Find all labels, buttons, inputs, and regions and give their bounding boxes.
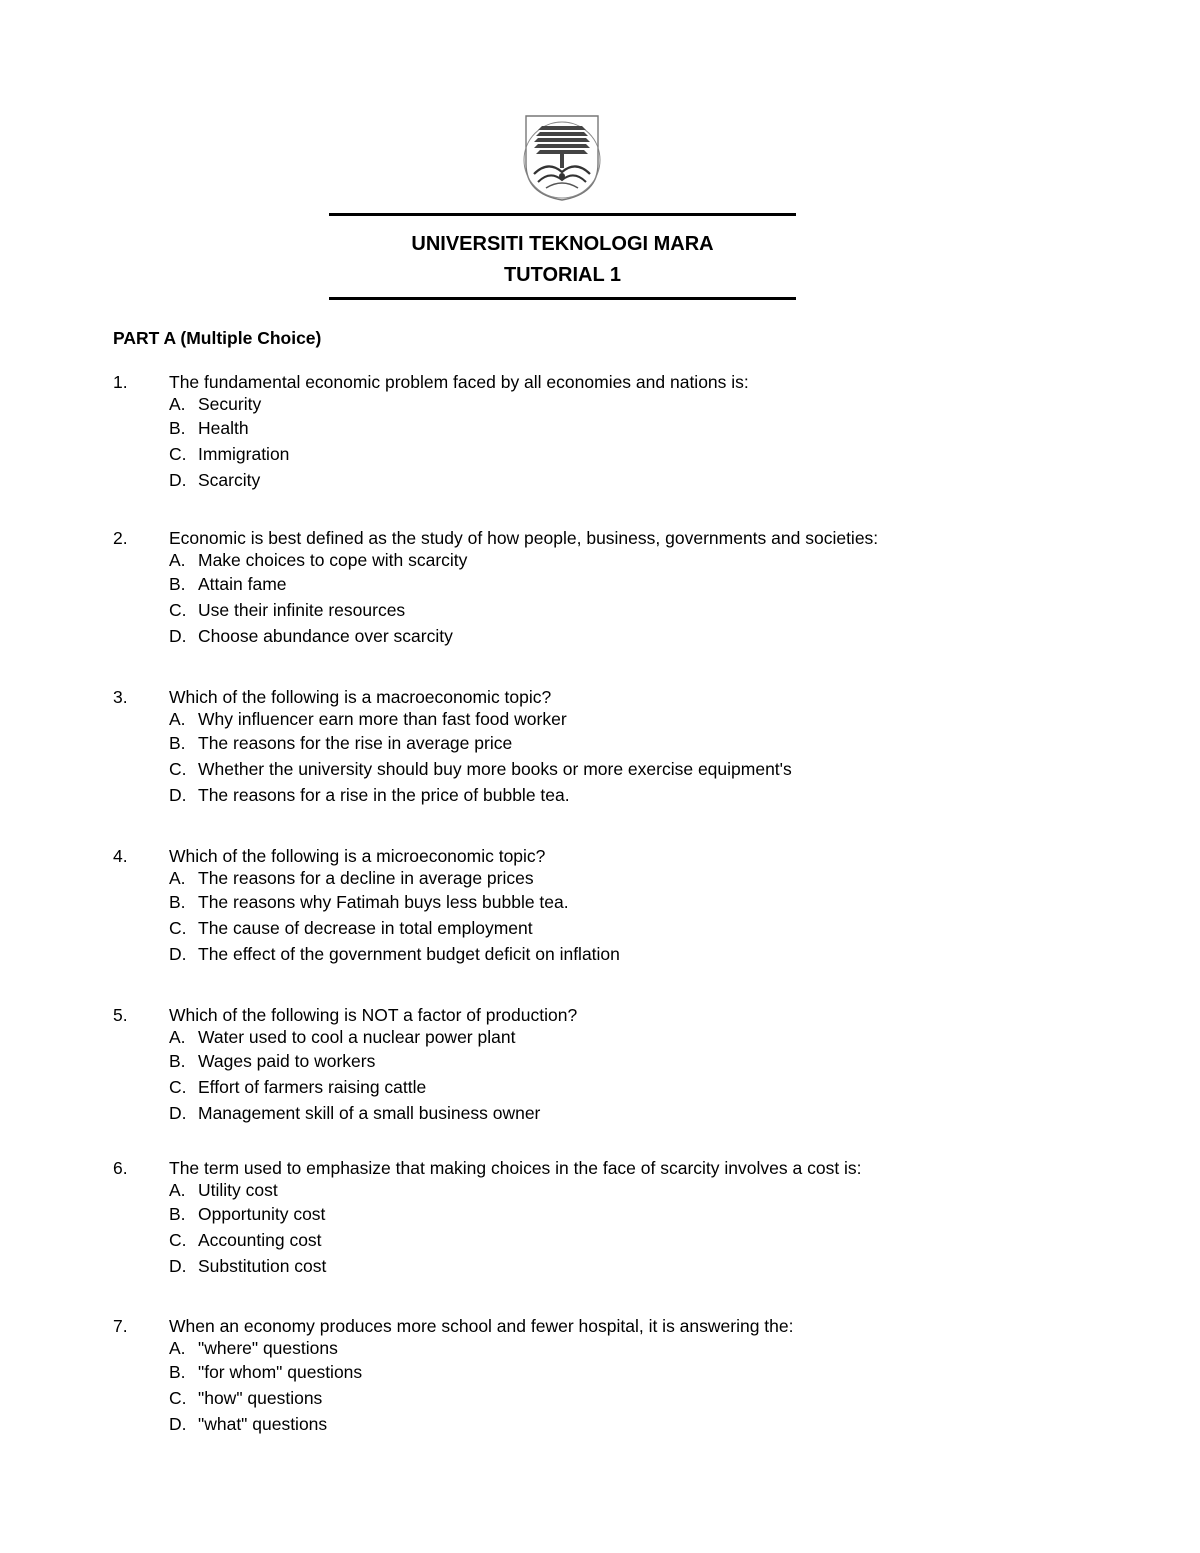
answer-option xyxy=(169,1050,375,1072)
option-letter: B. xyxy=(169,892,186,912)
question-number: 4. xyxy=(113,846,128,866)
option-text: Management skill of a small business owner xyxy=(198,1103,541,1123)
option-text: Make choices to cope with scarcity xyxy=(198,550,468,570)
option-text: Accounting cost xyxy=(198,1230,322,1250)
answer-option xyxy=(169,573,287,595)
option-text: The effect of the government budget deficit on inflation xyxy=(198,944,620,964)
option-letter: B. xyxy=(169,574,186,594)
option-letter: D. xyxy=(169,470,187,490)
option-letter: A. xyxy=(169,550,186,570)
question-text: The term used to emphasize that making choices in the face of scarcity involves a cost is: xyxy=(169,1158,862,1178)
option-letter: B. xyxy=(169,1204,186,1224)
option-letter: C. xyxy=(169,1077,187,1097)
question-number: 5. xyxy=(113,1005,128,1025)
option-letter: D. xyxy=(169,1414,187,1434)
answer-option xyxy=(169,708,567,730)
part-a-heading: PART A (Multiple Choice) xyxy=(113,328,322,348)
question-number: 3. xyxy=(113,687,128,707)
answer-option xyxy=(169,469,260,491)
option-letter: C. xyxy=(169,1230,187,1250)
answer-option xyxy=(169,1361,362,1383)
answer-option xyxy=(169,732,512,754)
option-text: Immigration xyxy=(198,444,290,464)
tutorial-title: TUTORIAL 1 xyxy=(503,264,622,286)
option-letter: A. xyxy=(169,1180,186,1200)
option-letter: A. xyxy=(169,394,186,414)
university-name: UNIVERSITI TEKNOLOGI MARA xyxy=(411,233,714,255)
answer-option xyxy=(169,625,453,647)
answer-option xyxy=(169,417,249,439)
option-text: The reasons why Fatimah buys less bubble tea. xyxy=(198,892,569,912)
header-top-rule xyxy=(329,213,796,216)
answer-option xyxy=(169,1203,325,1225)
answer-option xyxy=(169,867,534,889)
option-text: The reasons for a decline in average prices xyxy=(198,868,534,888)
option-text: Utility cost xyxy=(198,1180,278,1200)
option-letter: A. xyxy=(169,1338,186,1358)
answer-option xyxy=(169,917,533,939)
option-text: The cause of decrease in total employment xyxy=(198,918,533,938)
question-number: 2. xyxy=(113,528,128,548)
option-text: Wages paid to workers xyxy=(198,1051,376,1071)
option-letter: C. xyxy=(169,1388,187,1408)
option-text: Why influencer earn more than fast food worker xyxy=(198,709,567,729)
option-text: Health xyxy=(198,418,249,438)
answer-option xyxy=(169,784,570,806)
option-text: The reasons for a rise in the price of bubble tea. xyxy=(198,785,570,805)
option-letter: C. xyxy=(169,759,187,779)
answer-option xyxy=(169,1026,515,1048)
question-text: The fundamental economic problem faced by all economies and nations is: xyxy=(169,372,749,392)
option-letter: B. xyxy=(169,1362,186,1382)
answer-option xyxy=(169,1337,338,1359)
option-letter: B. xyxy=(169,1051,186,1071)
option-text: "what" questions xyxy=(198,1414,328,1434)
uitm-crest-icon xyxy=(520,112,604,202)
option-text: Opportunity cost xyxy=(198,1204,326,1224)
option-letter: D. xyxy=(169,1103,187,1123)
option-letter: D. xyxy=(169,1256,187,1276)
question-number: 7. xyxy=(113,1316,128,1336)
option-text: Substitution cost xyxy=(198,1256,327,1276)
question-text: Economic is best defined as the study of how people, business, governments and societies: xyxy=(169,528,879,548)
option-text: "where" questions xyxy=(198,1338,338,1358)
answer-option xyxy=(169,1179,278,1201)
question-text: Which of the following is NOT a factor of production? xyxy=(169,1005,578,1025)
option-letter: D. xyxy=(169,944,187,964)
option-letter: B. xyxy=(169,418,186,438)
header-bottom-rule xyxy=(329,297,796,300)
option-letter: A. xyxy=(169,1027,186,1047)
option-text: "how" questions xyxy=(198,1388,323,1408)
option-letter: D. xyxy=(169,626,187,646)
question-text: Which of the following is a microeconomic topic? xyxy=(169,846,546,866)
answer-option xyxy=(169,1413,327,1435)
answer-option xyxy=(169,443,289,465)
question-text: When an economy produces more school and fewer hospital, it is answering the: xyxy=(169,1316,794,1336)
option-text: Attain fame xyxy=(198,574,287,594)
option-letter: A. xyxy=(169,868,186,888)
option-text: The reasons for the rise in average price xyxy=(198,733,513,753)
option-letter: C. xyxy=(169,444,187,464)
answer-option xyxy=(169,758,792,780)
answer-option xyxy=(169,1255,326,1277)
option-text: Security xyxy=(198,394,262,414)
option-letter: D. xyxy=(169,785,187,805)
option-letter: C. xyxy=(169,600,187,620)
option-text: Scarcity xyxy=(198,470,261,490)
option-text: Use their infinite resources xyxy=(198,600,406,620)
option-letter: C. xyxy=(169,918,187,938)
option-text: Choose abundance over scarcity xyxy=(198,626,453,646)
option-text: "for whom" questions xyxy=(198,1362,363,1382)
answer-option xyxy=(169,1387,322,1409)
option-text: Whether the university should buy more books or more exercise equipment's xyxy=(198,759,792,779)
answer-option xyxy=(169,1102,540,1124)
answer-option xyxy=(169,549,467,571)
option-letter: B. xyxy=(169,733,186,753)
option-letter: A. xyxy=(169,709,186,729)
answer-option xyxy=(169,393,261,415)
answer-option xyxy=(169,1229,322,1251)
question-text: Which of the following is a macroeconomic topic? xyxy=(169,687,552,707)
answer-option xyxy=(169,891,569,913)
option-text: Water used to cool a nuclear power plant xyxy=(198,1027,516,1047)
answer-option xyxy=(169,943,620,965)
question-number: 1. xyxy=(113,372,128,392)
answer-option xyxy=(169,1076,426,1098)
answer-option xyxy=(169,599,405,621)
question-number: 6. xyxy=(113,1158,128,1178)
option-text: Effort of farmers raising cattle xyxy=(198,1077,427,1097)
